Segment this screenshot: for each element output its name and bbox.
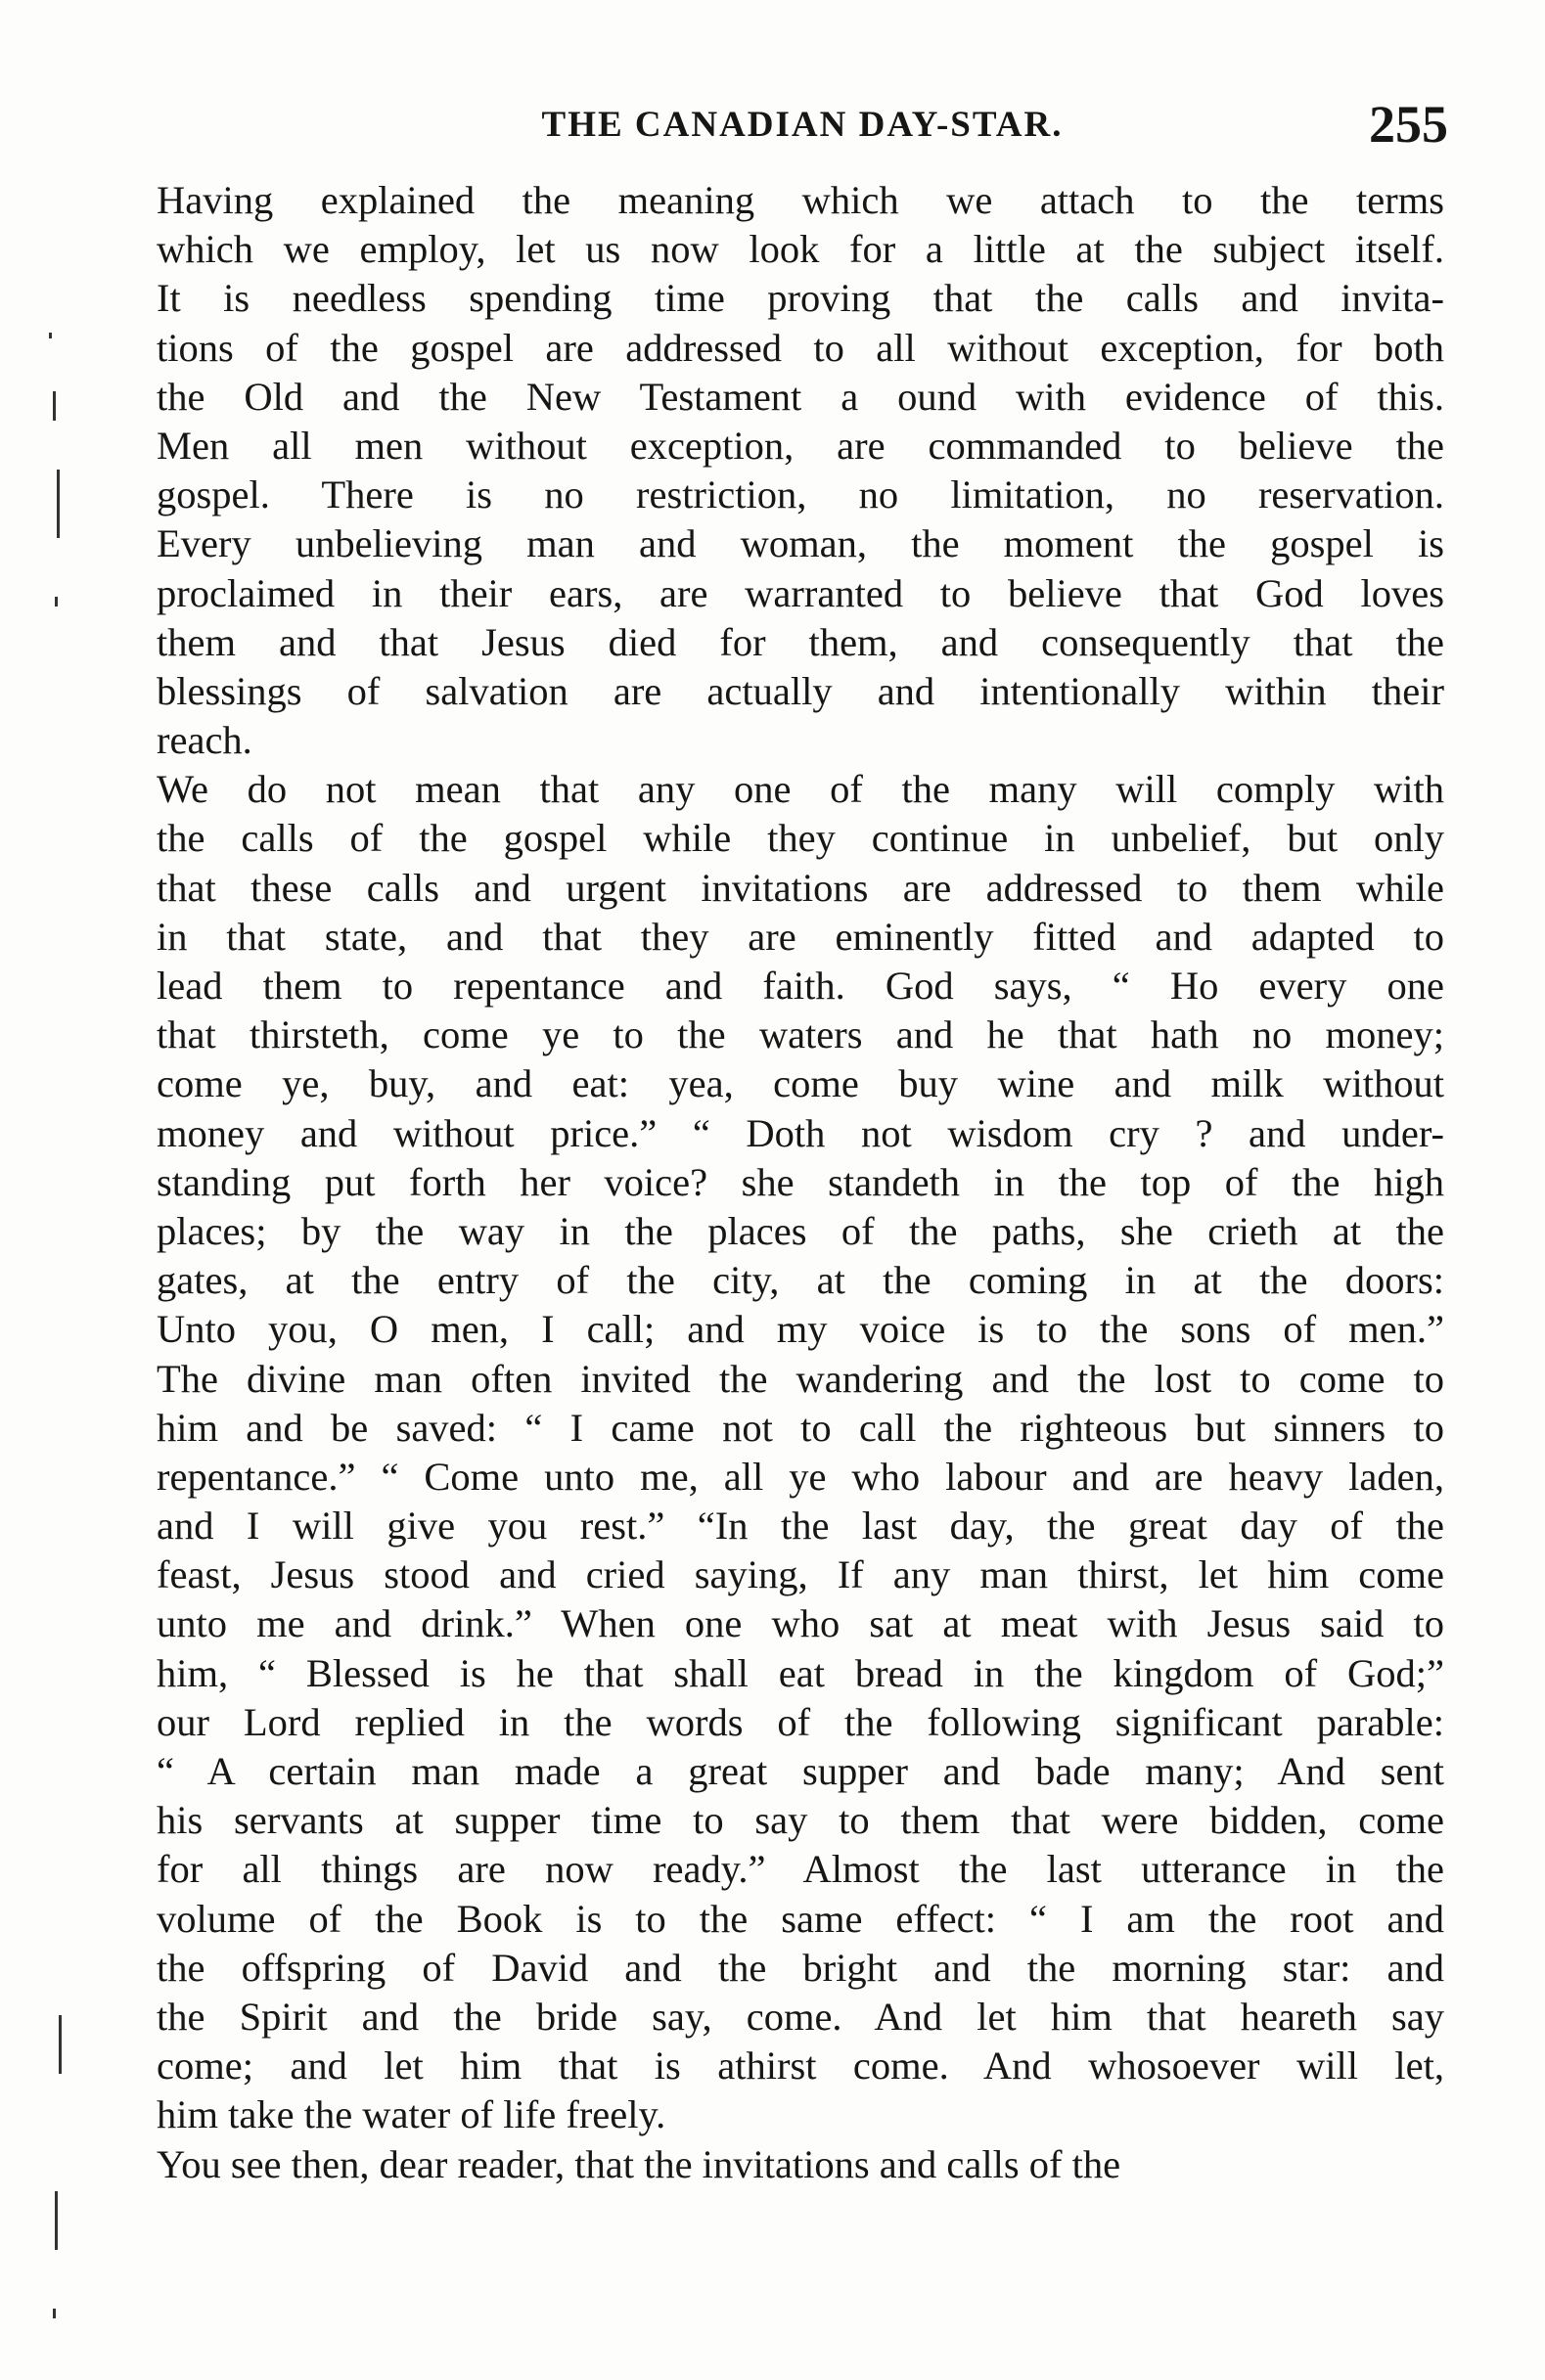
text-line: his servants at supper time to say to them that were bidden, come	[157, 1798, 1444, 1843]
text-line: him take the water of life freely.	[157, 2092, 666, 2137]
text-line: gospel. There is no restriction, no limitation, no reservation.	[157, 472, 1444, 517]
text-line: come ye, buy, and eat: yea, come buy wine and milk without	[157, 1061, 1444, 1106]
text-line: places; by the way in the places of the paths, she crieth at the	[157, 1208, 1444, 1253]
page-number: 255	[1369, 95, 1448, 154]
text-line: gates, at the entry of the city, at the coming in at the doors:	[157, 1258, 1444, 1303]
text-line: blessings of salvation are actually and intentionally within their	[157, 668, 1444, 713]
text-line: We do not mean that any one of the many will comply with	[157, 767, 1444, 812]
text-line: standing put forth her voice? she standeth in the top of the high	[157, 1159, 1444, 1204]
text-line: that these calls and urgent invitations are addressed to them while	[157, 865, 1444, 910]
text-line: “ A certain man made a great supper and bade many; And sent	[157, 1749, 1444, 1793]
text-line: Unto you, O men, I call; and my voice is to the sons of men.”	[157, 1307, 1444, 1352]
text-line: It is needless spending time proving that the calls and invita-	[157, 276, 1444, 321]
text-line: tions of the gospel are addressed to all without exception, for both	[157, 325, 1444, 370]
text-line: Every unbelieving man and woman, the moment the gospel is	[157, 521, 1444, 566]
text-line: for all things are now ready.” Almost the last utterance in the	[157, 1847, 1444, 1892]
text-line: reach.	[157, 718, 252, 763]
text-line: in that state, and that they are eminently fitted and adapted to	[157, 914, 1444, 959]
margin-specks	[39, 176, 78, 2328]
text-line: him and be saved: “ I came not to call the righteous but sinners to	[157, 1405, 1444, 1450]
text-line: the Old and the New Testament a ound with evidence of this.	[157, 374, 1444, 419]
running-title: THE CANADIAN DAY-STAR.	[541, 105, 1064, 145]
text-line: You see then, dear reader, that the invitations and calls of the	[157, 2141, 1121, 2186]
text-line: lead them to repentance and faith. God says, “ Ho every one	[157, 964, 1444, 1008]
text-line: come; and let him that is athirst come. And whosoever will let,	[157, 2043, 1444, 2088]
text-line: them and that Jesus died for them, and consequently that the	[157, 619, 1444, 664]
text-line: proclaimed in their ears, are warranted to believe that God loves	[157, 570, 1444, 615]
text-line: the Spirit and the bride say, come. And let him that heareth say	[157, 1994, 1444, 2039]
text-line: The divine man often invited the wandering and the lost to come to	[157, 1356, 1444, 1401]
text-line: which we employ, let us now look for a little at the subject itself.	[157, 227, 1444, 272]
text-line: Having explained the meaning which we attach to the terms	[157, 178, 1444, 222]
text-line: repentance.” “ Come unto me, all ye who labour and are heavy laden,	[157, 1454, 1444, 1499]
page-header	[157, 94, 1448, 153]
text-line: money and without price.” “ Doth not wisdom cry ? and under-	[157, 1110, 1444, 1155]
body-text	[157, 176, 1444, 2189]
text-line: the offspring of David and the bright and the morning star: and	[157, 1945, 1444, 1990]
text-line: volume of the Book is to the same effect: “ I am the root and	[157, 1896, 1444, 1941]
text-line: Men all men without exception, are commanded to believe the	[157, 423, 1444, 468]
text-line: that thirsteth, come ye to the waters and he that hath no money;	[157, 1012, 1444, 1057]
text-line: unto me and drink.” When one who sat at meat with Jesus said to	[157, 1601, 1444, 1646]
text-line: and I will give you rest.” “In the last day, the great day of the	[157, 1504, 1444, 1549]
text-line: feast, Jesus stood and cried saying, If any man thirst, let him come	[157, 1552, 1444, 1597]
text-line: the calls of the gospel while they continue in unbelief, but only	[157, 816, 1444, 861]
text-line: our Lord replied in the words of the following significant parable:	[157, 1699, 1444, 1744]
text-line: him, “ Blessed is he that shall eat bread in the kingdom of God;”	[157, 1650, 1444, 1695]
